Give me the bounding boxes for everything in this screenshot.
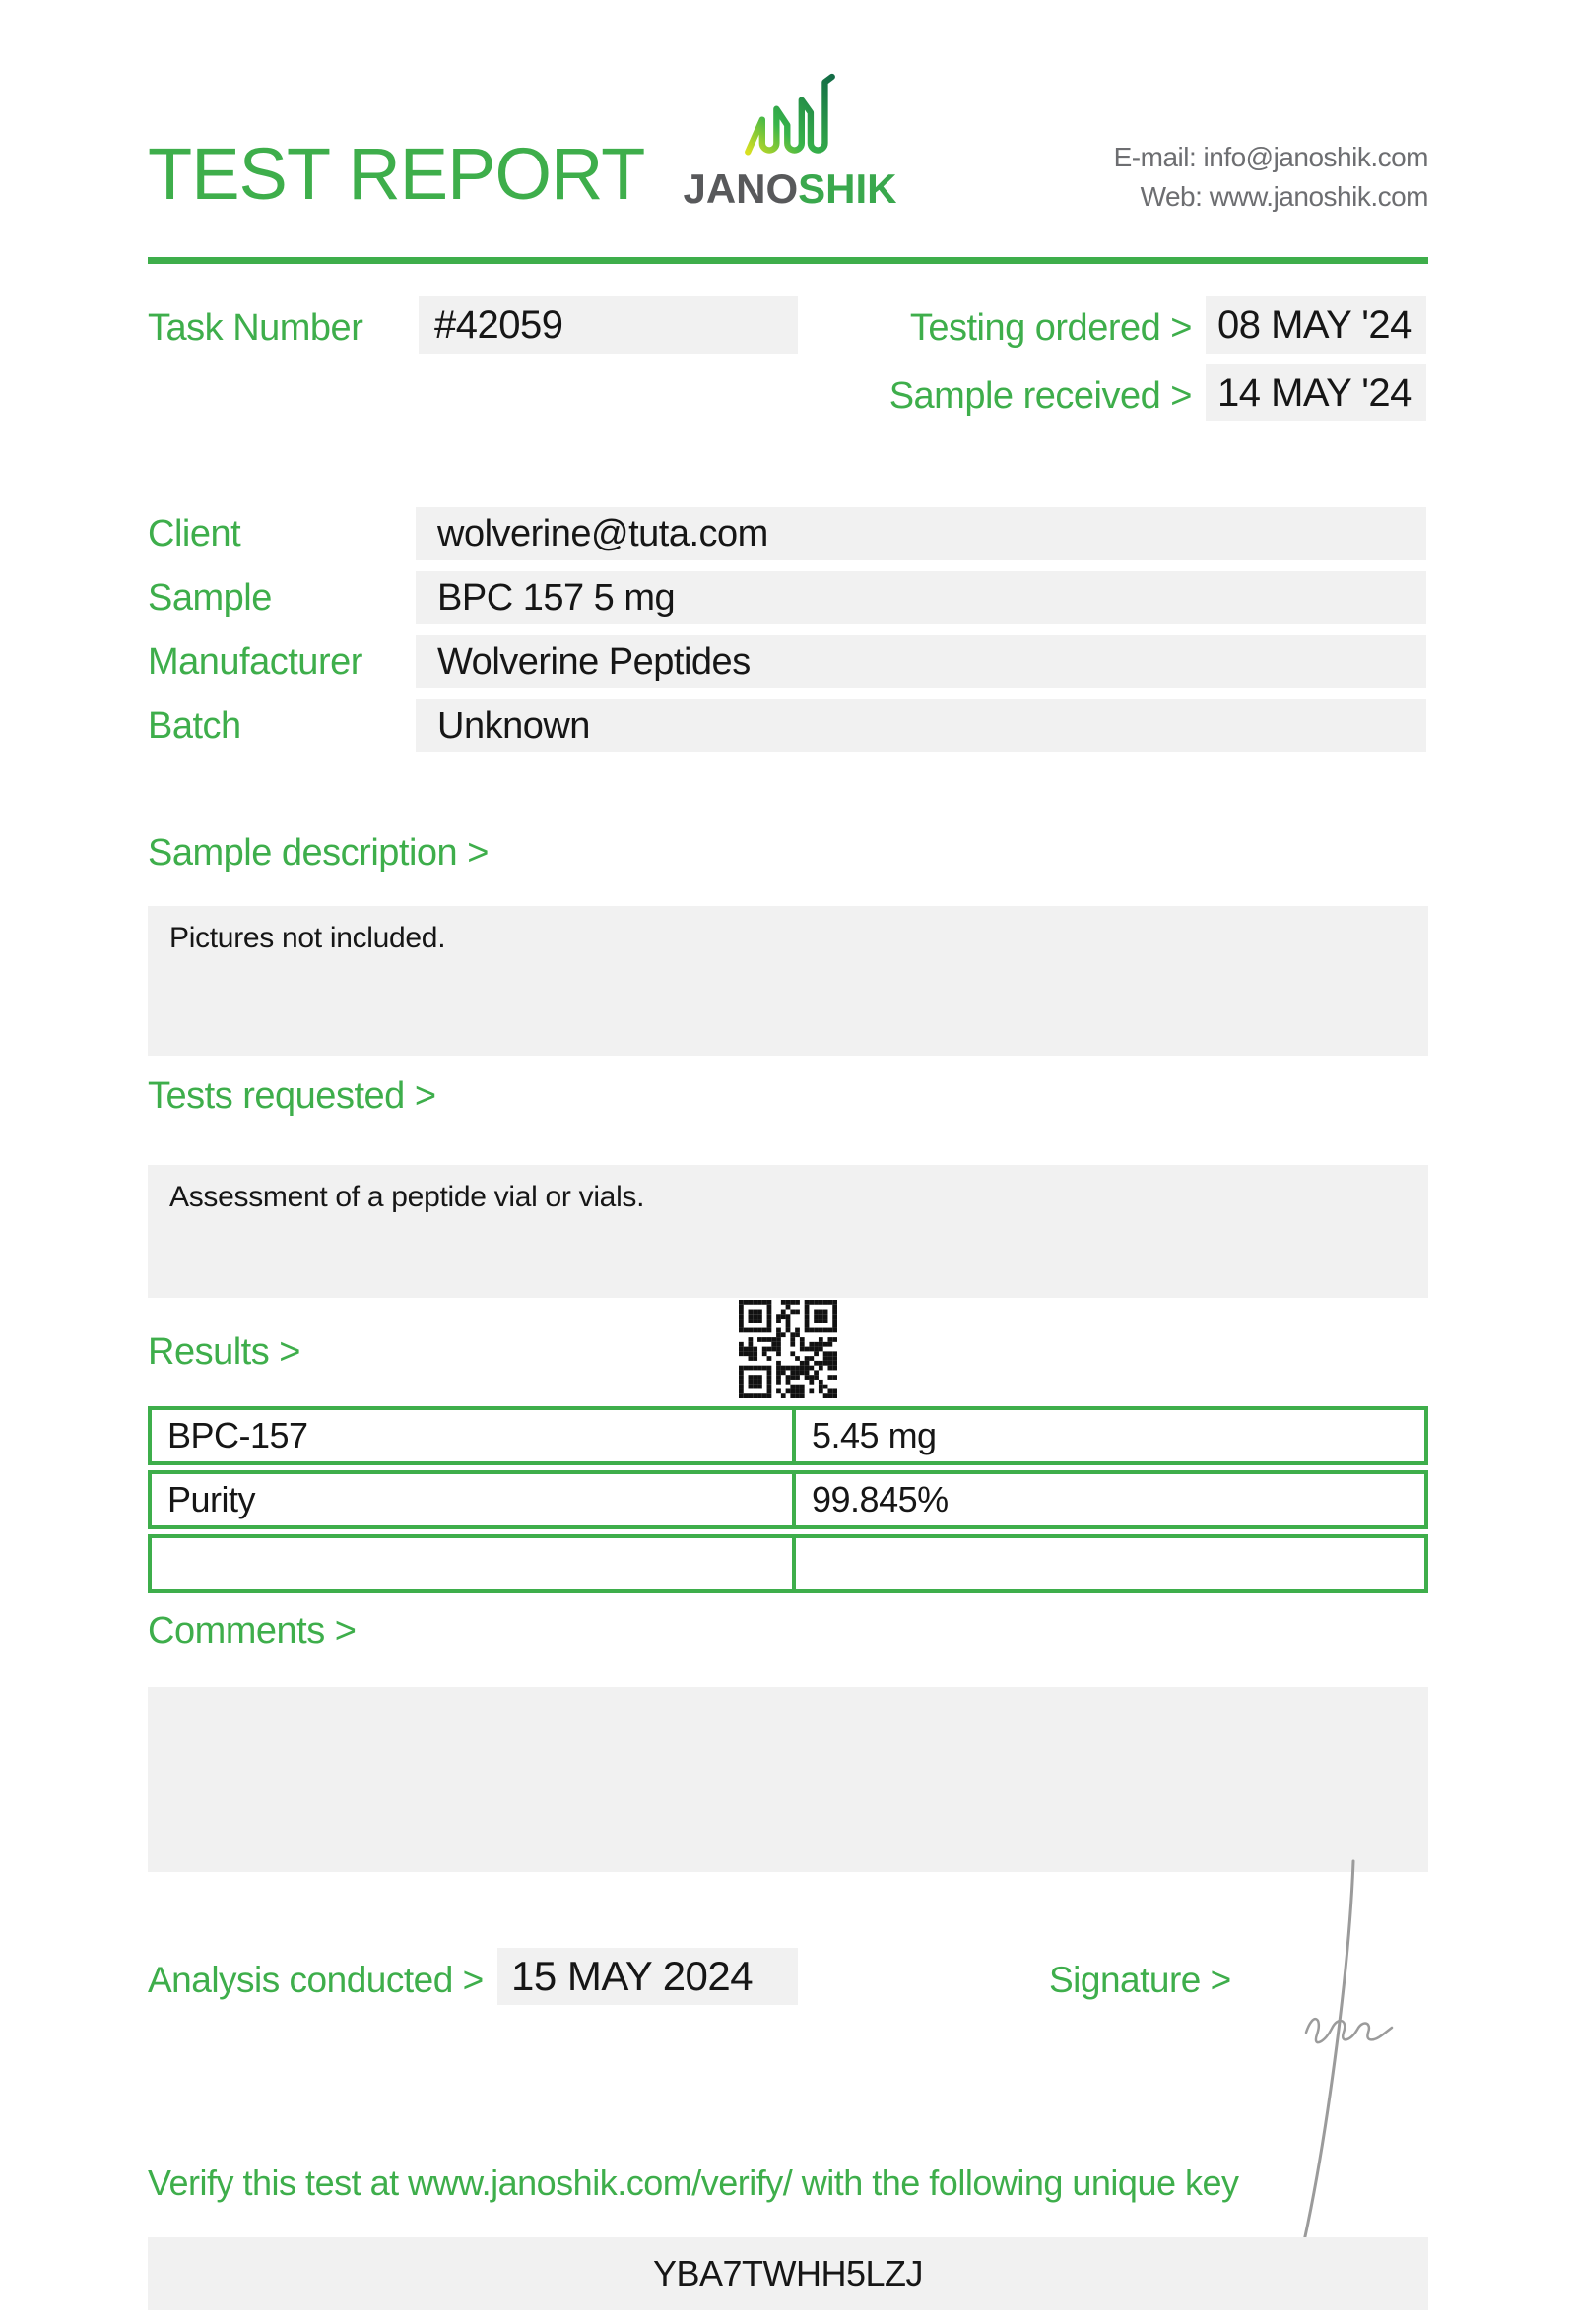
result-value: 99.845%	[812, 1479, 949, 1519]
testing-ordered-value: 08 MAY '24	[1217, 303, 1412, 347]
sample-description-heading: Sample description >	[148, 832, 489, 873]
sample-description-box	[148, 906, 1428, 1056]
manufacturer-value: Wolverine Peptides	[437, 641, 751, 682]
janoshik-logo-icon	[741, 73, 839, 160]
comments-box	[148, 1687, 1428, 1872]
sample-value: BPC 157 5 mg	[437, 577, 676, 618]
sample-label: Sample	[148, 577, 272, 618]
table-row	[148, 1534, 1428, 1593]
result-name: BPC-157	[152, 1410, 796, 1461]
manufacturer-label: Manufacturer	[148, 641, 362, 682]
comments-heading: Comments >	[148, 1610, 357, 1651]
task-number-value: #42059	[434, 303, 563, 347]
contact-email: E-mail: info@janoshik.com	[1113, 142, 1428, 172]
task-number-field	[419, 296, 798, 354]
unique-key-field	[148, 2237, 1428, 2310]
sample-field	[416, 571, 1426, 624]
client-value: wolverine@tuta.com	[437, 513, 768, 554]
janoshik-logo-wordmark	[650, 165, 930, 213]
task-number-label: Task Number	[148, 307, 363, 349]
table-row	[148, 1470, 1428, 1529]
testing-ordered-field	[1206, 296, 1426, 354]
result-name: Purity	[152, 1474, 796, 1525]
results-heading: Results >	[148, 1331, 300, 1373]
batch-label: Batch	[148, 705, 241, 746]
analysis-date-field	[497, 1948, 798, 2005]
sample-received-field	[1206, 364, 1426, 421]
verify-instruction: Verify this test at www.janoshik.com/verify/ with the following unique key	[148, 2163, 1239, 2203]
header-divider	[148, 257, 1428, 264]
signature-label: Signature >	[1049, 1960, 1231, 2000]
result-value: 5.45 mg	[812, 1415, 937, 1455]
result-name	[152, 1538, 796, 1589]
testing-ordered-label: Testing ordered >	[909, 307, 1192, 349]
table-row	[148, 1406, 1428, 1465]
client-field	[416, 507, 1426, 560]
analysis-conducted-label: Analysis conducted >	[148, 1960, 484, 2000]
result-value	[796, 1538, 1424, 1589]
sample-received-value: 14 MAY '24	[1217, 371, 1412, 415]
sample-received-label: Sample received >	[888, 375, 1192, 417]
contact-web: Web: www.janoshik.com	[1140, 181, 1428, 212]
unique-key-value: YBA7TWHH5LZJ	[652, 2253, 924, 2293]
analysis-date-value: 15 MAY 2024	[511, 1953, 754, 1999]
qr-code	[739, 1300, 837, 1398]
tests-requested-heading: Tests requested >	[148, 1075, 436, 1117]
logo-text-dark: JANO	[683, 165, 799, 212]
logo-text-green: SHIK	[798, 165, 897, 212]
tests-requested-box	[148, 1165, 1428, 1298]
sample-description-text: Pictures not included.	[169, 922, 446, 954]
page-title: TEST REPORT	[148, 133, 645, 215]
batch-value: Unknown	[437, 705, 590, 746]
contact-block	[936, 138, 1428, 217]
batch-field	[416, 699, 1426, 752]
tests-requested-text: Assessment of a peptide vial or vials.	[169, 1181, 645, 1213]
client-label: Client	[148, 513, 241, 554]
signature-image	[1251, 1857, 1418, 2271]
manufacturer-field	[416, 635, 1426, 688]
